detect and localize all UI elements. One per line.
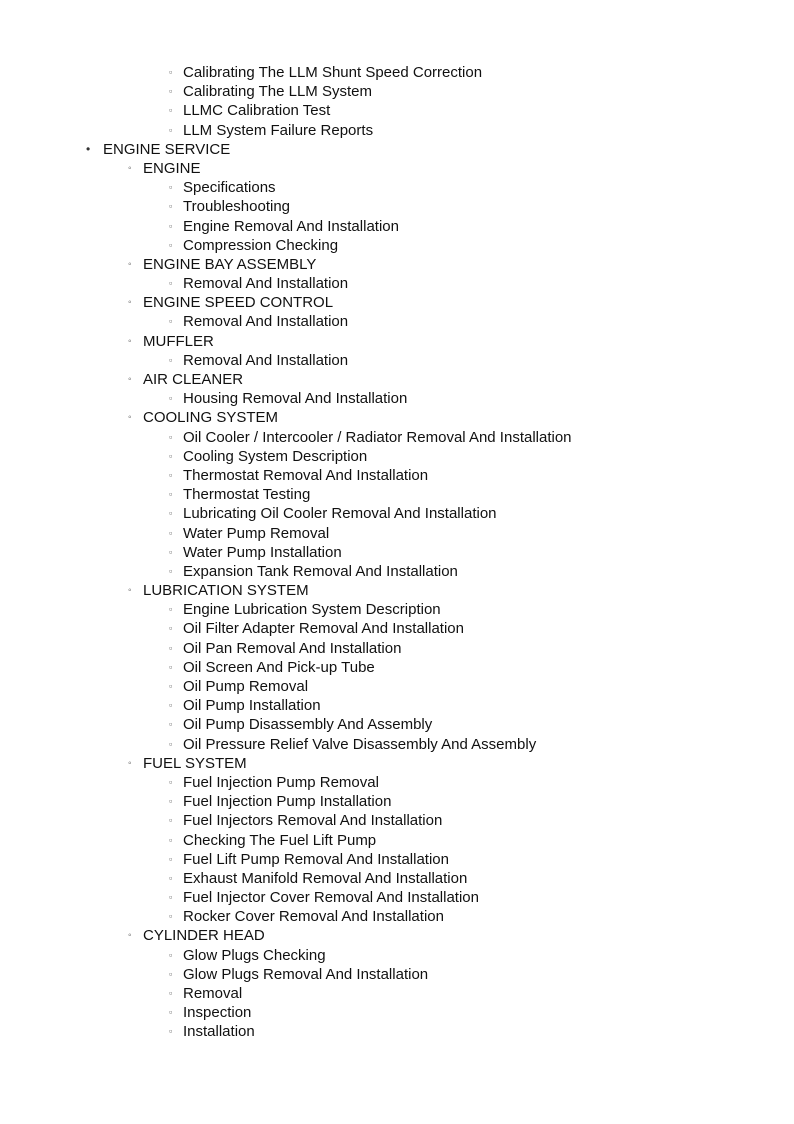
toc-subitem[interactable] bbox=[0, 466, 794, 485]
toc-subitem[interactable] bbox=[0, 831, 794, 850]
bullet-icon: ▫ bbox=[169, 86, 173, 97]
toc-subitem-label: Water Pump Installation bbox=[183, 543, 342, 561]
bullet-icon: ▫ bbox=[169, 642, 173, 653]
bullet-icon: ▫ bbox=[169, 278, 173, 289]
bullet-icon: ◦ bbox=[128, 585, 132, 597]
toc-subitem[interactable] bbox=[0, 850, 794, 869]
toc-group[interactable] bbox=[0, 159, 794, 178]
toc-subitem-label: Oil Cooler / Intercooler / Radiator Removal And Installation bbox=[183, 428, 572, 446]
bullet-icon: ▫ bbox=[169, 565, 173, 576]
toc-group-label: AIR CLEANER bbox=[143, 371, 244, 388]
toc-subitem[interactable] bbox=[0, 907, 794, 926]
toc-subitem[interactable] bbox=[0, 274, 794, 293]
toc-subitem-label: Glow Plugs Removal And Installation bbox=[183, 965, 429, 983]
toc-subitem[interactable] bbox=[0, 888, 794, 907]
toc-subitem[interactable] bbox=[0, 735, 794, 754]
toc-subitem[interactable] bbox=[0, 773, 794, 792]
bullet-icon: ▫ bbox=[169, 316, 173, 327]
toc-subitem-label: Fuel Injector Cover Removal And Installation bbox=[183, 889, 479, 907]
toc-subitem-label: Removal bbox=[183, 985, 243, 1002]
toc-subitem[interactable] bbox=[0, 543, 794, 562]
bullet-icon: ▫ bbox=[169, 1026, 173, 1037]
toc-subitem-label: Rocker Cover Removal And Installation bbox=[183, 908, 444, 926]
toc-subitem-label: Glow Plugs Checking bbox=[183, 946, 326, 964]
bullet-icon: ▫ bbox=[169, 105, 173, 116]
toc-subitem-label: Fuel Injection Pump Removal bbox=[183, 773, 379, 791]
bullet-icon: ▫ bbox=[169, 67, 173, 77]
toc-group[interactable] bbox=[0, 370, 794, 389]
toc-subitem[interactable] bbox=[0, 524, 794, 543]
toc-subitem-label: Compression Checking bbox=[183, 236, 339, 254]
bullet-icon: ▫ bbox=[169, 527, 173, 538]
toc-subitem-label: Oil Pan Removal And Installation bbox=[183, 639, 402, 657]
toc-subitem-label: Troubleshooting bbox=[183, 198, 291, 216]
toc-subitem[interactable] bbox=[0, 312, 794, 331]
bullet-icon: ▫ bbox=[169, 354, 173, 365]
toc-subitem-label: Oil Pump Disassembly And Assembly bbox=[183, 716, 433, 734]
toc-group[interactable] bbox=[0, 332, 794, 351]
toc-subitem[interactable] bbox=[0, 351, 794, 370]
bullet-icon: ▫ bbox=[169, 719, 173, 730]
toc-subitem[interactable] bbox=[0, 101, 794, 120]
toc-subitem-label: Oil Pressure Relief Valve Disassembly And Assembly bbox=[183, 735, 537, 753]
toc-subitem[interactable] bbox=[0, 197, 794, 216]
toc-group-label: FUEL SYSTEM bbox=[143, 754, 247, 772]
toc-section-label: ENGINE SERVICE bbox=[103, 140, 231, 158]
toc-group-label: COOLING SYSTEM bbox=[143, 409, 279, 427]
toc-subitem[interactable] bbox=[0, 869, 794, 888]
bullet-icon: ▫ bbox=[169, 431, 173, 442]
toc-subitem-label: Thermostat Testing bbox=[183, 486, 311, 504]
toc-subitem-label: Cooling System Description bbox=[183, 447, 368, 465]
bullet-icon: ◦ bbox=[128, 297, 132, 309]
toc-group-label: CYLINDER HEAD bbox=[143, 927, 265, 945]
bullet-icon: ▫ bbox=[169, 124, 173, 135]
toc-subitem-label: Removal And Installation bbox=[183, 275, 349, 293]
bullet-icon: ▫ bbox=[169, 700, 173, 711]
bullet-icon: ▫ bbox=[169, 892, 173, 903]
toc-subitem-label: Calibrating The LLM System bbox=[183, 83, 372, 101]
toc-subitem-label: Engine Removal And Installation bbox=[183, 217, 399, 235]
bullet-icon: ▫ bbox=[169, 508, 173, 519]
toc-group[interactable] bbox=[0, 408, 794, 427]
toc-subitem[interactable] bbox=[0, 1022, 794, 1041]
toc-subitem[interactable] bbox=[0, 178, 794, 197]
toc-section[interactable] bbox=[0, 140, 794, 159]
toc-subitem-label: Oil Filter Adapter Removal And Installation bbox=[183, 620, 464, 638]
bullet-icon: • bbox=[86, 141, 91, 156]
toc-group[interactable] bbox=[0, 754, 794, 773]
bullet-icon: ▫ bbox=[169, 393, 173, 404]
toc-subitem[interactable] bbox=[0, 811, 794, 830]
toc-subitem[interactable] bbox=[0, 562, 794, 581]
bullet-icon: ▫ bbox=[169, 489, 173, 500]
bullet-icon: ▫ bbox=[169, 1007, 173, 1018]
toc-group-label: ENGINE BAY ASSEMBLY bbox=[143, 255, 317, 273]
toc-subitem-label: LLMC Calibration Test bbox=[183, 102, 331, 120]
toc-subitem[interactable] bbox=[0, 485, 794, 504]
toc-subitem[interactable] bbox=[0, 447, 794, 466]
toc-subitem-label: LLM System Failure Reports bbox=[183, 121, 374, 139]
toc-subitem-label: Housing Removal And Installation bbox=[183, 390, 408, 408]
toc-subitem[interactable] bbox=[0, 217, 794, 236]
bullet-icon: ▫ bbox=[169, 911, 173, 922]
toc-subitem[interactable] bbox=[0, 984, 794, 1003]
bullet-icon: ▫ bbox=[169, 815, 173, 826]
toc-subitem[interactable] bbox=[0, 600, 794, 619]
bullet-icon: ▫ bbox=[169, 738, 173, 749]
bullet-icon: ▫ bbox=[169, 201, 173, 212]
toc-subitem-label: Oil Screen And Pick-up Tube bbox=[183, 658, 375, 676]
toc-subitem-label: Thermostat Removal And Installation bbox=[183, 466, 429, 484]
bullet-icon: ▫ bbox=[169, 776, 173, 787]
bullet-icon: ▫ bbox=[169, 220, 173, 231]
toc-subitem[interactable] bbox=[0, 1003, 794, 1022]
bullet-icon: ▫ bbox=[169, 988, 173, 998]
toc-subitem[interactable] bbox=[0, 389, 794, 408]
toc-subitem[interactable] bbox=[0, 82, 794, 101]
toc-subitem[interactable] bbox=[0, 696, 794, 715]
toc-subitem-label: Engine Lubrication System Description bbox=[183, 601, 441, 619]
toc-subitem-label: Lubricating Oil Cooler Removal And Installation bbox=[183, 505, 497, 523]
bullet-icon: ◦ bbox=[128, 930, 132, 942]
toc-subitem-label: Fuel Lift Pump Removal And Installation bbox=[183, 850, 449, 868]
toc-subitem[interactable] bbox=[0, 792, 794, 811]
toc-subitem-label: Specifications bbox=[183, 179, 276, 197]
bullet-icon: ▫ bbox=[169, 796, 173, 807]
bullet-icon: ▫ bbox=[169, 834, 173, 845]
toc-subitem-label: Checking The Fuel Lift Pump bbox=[183, 831, 377, 849]
toc-subitem[interactable] bbox=[0, 639, 794, 658]
bullet-icon: ▫ bbox=[169, 872, 173, 883]
bullet-icon: ▫ bbox=[169, 968, 173, 979]
bullet-icon: ▫ bbox=[169, 661, 173, 672]
toc-subitem-label: Removal And Installation bbox=[183, 351, 349, 369]
toc-subitem[interactable] bbox=[0, 504, 794, 523]
toc-subitem[interactable] bbox=[0, 63, 794, 82]
toc-subitem-label: Oil Pump Installation bbox=[183, 697, 321, 715]
toc-group-label: ENGINE bbox=[143, 159, 201, 177]
toc-subitem-label: Exhaust Manifold Removal And Installation bbox=[183, 869, 468, 887]
bullet-icon: ▫ bbox=[169, 546, 173, 557]
bullet-icon: ▫ bbox=[169, 450, 173, 461]
toc-subitem-label: Fuel Injectors Removal And Installation bbox=[183, 812, 443, 830]
bullet-icon: ▫ bbox=[169, 239, 173, 250]
toc-group-label: ENGINE SPEED CONTROL bbox=[143, 294, 334, 312]
bullet-icon: ▫ bbox=[169, 853, 173, 864]
toc-subitem[interactable] bbox=[0, 658, 794, 677]
toc-subitem-label: Installation bbox=[183, 1023, 255, 1041]
bullet-icon: ◦ bbox=[128, 374, 132, 385]
bullet-icon: ◦ bbox=[128, 412, 132, 424]
toc-group-label: MUFFLER bbox=[143, 332, 214, 350]
bullet-icon: ◦ bbox=[128, 757, 132, 769]
toc-subitem[interactable] bbox=[0, 236, 794, 255]
toc-subitem-label: Oil Pump Removal bbox=[183, 678, 309, 695]
toc-subitem[interactable] bbox=[0, 677, 794, 696]
bullet-icon: ▫ bbox=[169, 182, 173, 193]
table-of-contents bbox=[0, 63, 794, 1042]
toc-subitem-label: Removal And Installation bbox=[183, 313, 349, 331]
bullet-icon: ▫ bbox=[169, 469, 173, 480]
toc-subitem-label: Expansion Tank Removal And Installation bbox=[183, 562, 458, 580]
toc-subitem-label: Inspection bbox=[183, 1004, 252, 1022]
toc-subitem[interactable] bbox=[0, 428, 794, 447]
bullet-icon: ◦ bbox=[128, 335, 132, 347]
toc-group[interactable] bbox=[0, 581, 794, 600]
bullet-icon: ▫ bbox=[169, 949, 173, 960]
toc-subitem-label: Calibrating The LLM Shunt Speed Correction bbox=[183, 64, 483, 81]
bullet-icon: ▫ bbox=[169, 604, 173, 615]
toc-subitem[interactable] bbox=[0, 715, 794, 734]
bullet-icon: ▫ bbox=[169, 623, 173, 634]
toc-subitem[interactable] bbox=[0, 965, 794, 984]
toc-group[interactable] bbox=[0, 255, 794, 274]
toc-subitem-label: Fuel Injection Pump Installation bbox=[183, 793, 392, 811]
toc-subitem-label: Water Pump Removal bbox=[183, 524, 330, 542]
toc-subitem[interactable] bbox=[0, 121, 794, 140]
bullet-icon: ▫ bbox=[169, 681, 173, 691]
toc-group[interactable] bbox=[0, 293, 794, 312]
toc-group-label: LUBRICATION SYSTEM bbox=[143, 582, 309, 600]
bullet-icon: ◦ bbox=[128, 162, 132, 174]
toc-group[interactable] bbox=[0, 926, 794, 945]
toc-subitem[interactable] bbox=[0, 946, 794, 965]
bullet-icon: ◦ bbox=[128, 258, 132, 270]
toc-subitem[interactable] bbox=[0, 619, 794, 638]
